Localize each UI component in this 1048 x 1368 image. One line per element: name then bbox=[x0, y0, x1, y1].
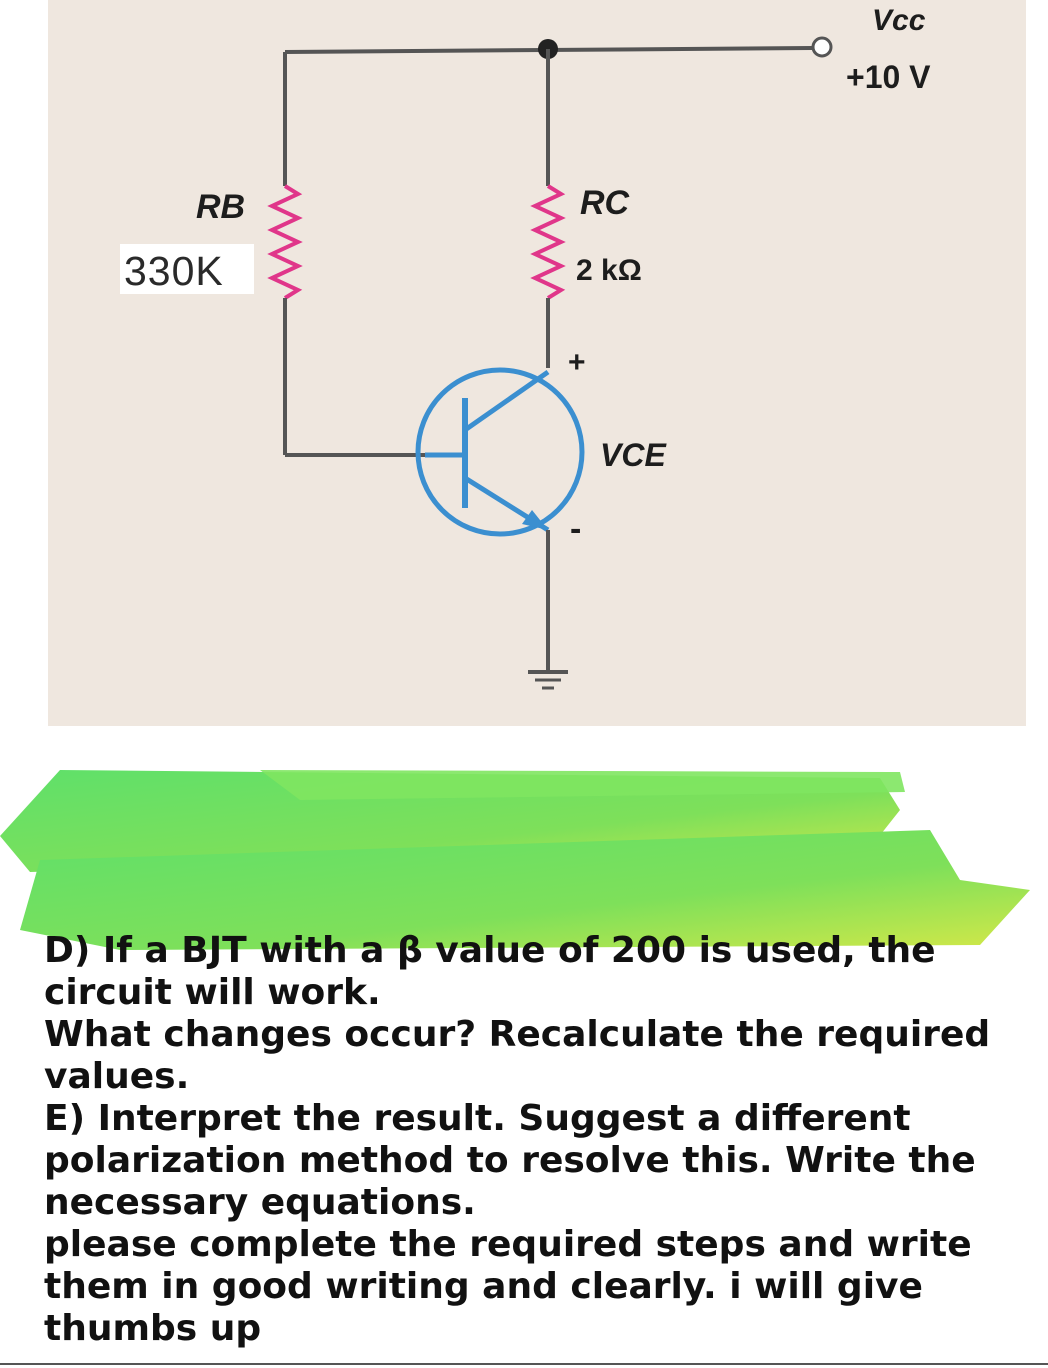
rb-label: RB bbox=[196, 188, 246, 226]
vcc-label: Vcc bbox=[872, 4, 926, 37]
transistor-collector bbox=[465, 372, 548, 430]
transistor-circle bbox=[418, 370, 582, 534]
rc-value: 2 kΩ bbox=[576, 254, 642, 287]
rc-resistor bbox=[535, 186, 561, 298]
vce-minus: - bbox=[570, 510, 582, 548]
rb-value: 330K bbox=[124, 248, 224, 294]
part-d-line2: What changes occur? Recalculate the required values. bbox=[44, 1014, 991, 1097]
request-text: please complete the required steps and write them in good writing and clearly. i will give thumbs up bbox=[44, 1224, 972, 1349]
rb-resistor bbox=[272, 186, 298, 298]
highlighter-scribble bbox=[0, 740, 1048, 960]
vcc-terminal bbox=[813, 38, 831, 56]
question-text bbox=[44, 930, 1024, 1350]
bottom-divider bbox=[0, 1363, 1048, 1365]
vce-label: VCE bbox=[600, 437, 666, 473]
vce-plus: + bbox=[568, 346, 586, 379]
vcc-value: +10 V bbox=[846, 59, 931, 95]
rc-label: RC bbox=[580, 184, 630, 222]
part-e: E) Interpret the result. Suggest a different polarization method to resolve this. Write the necessary equations. bbox=[44, 1098, 976, 1223]
part-d-line1: D) If a BJT with a β value of 200 is used, the circuit will work. bbox=[44, 930, 936, 1013]
